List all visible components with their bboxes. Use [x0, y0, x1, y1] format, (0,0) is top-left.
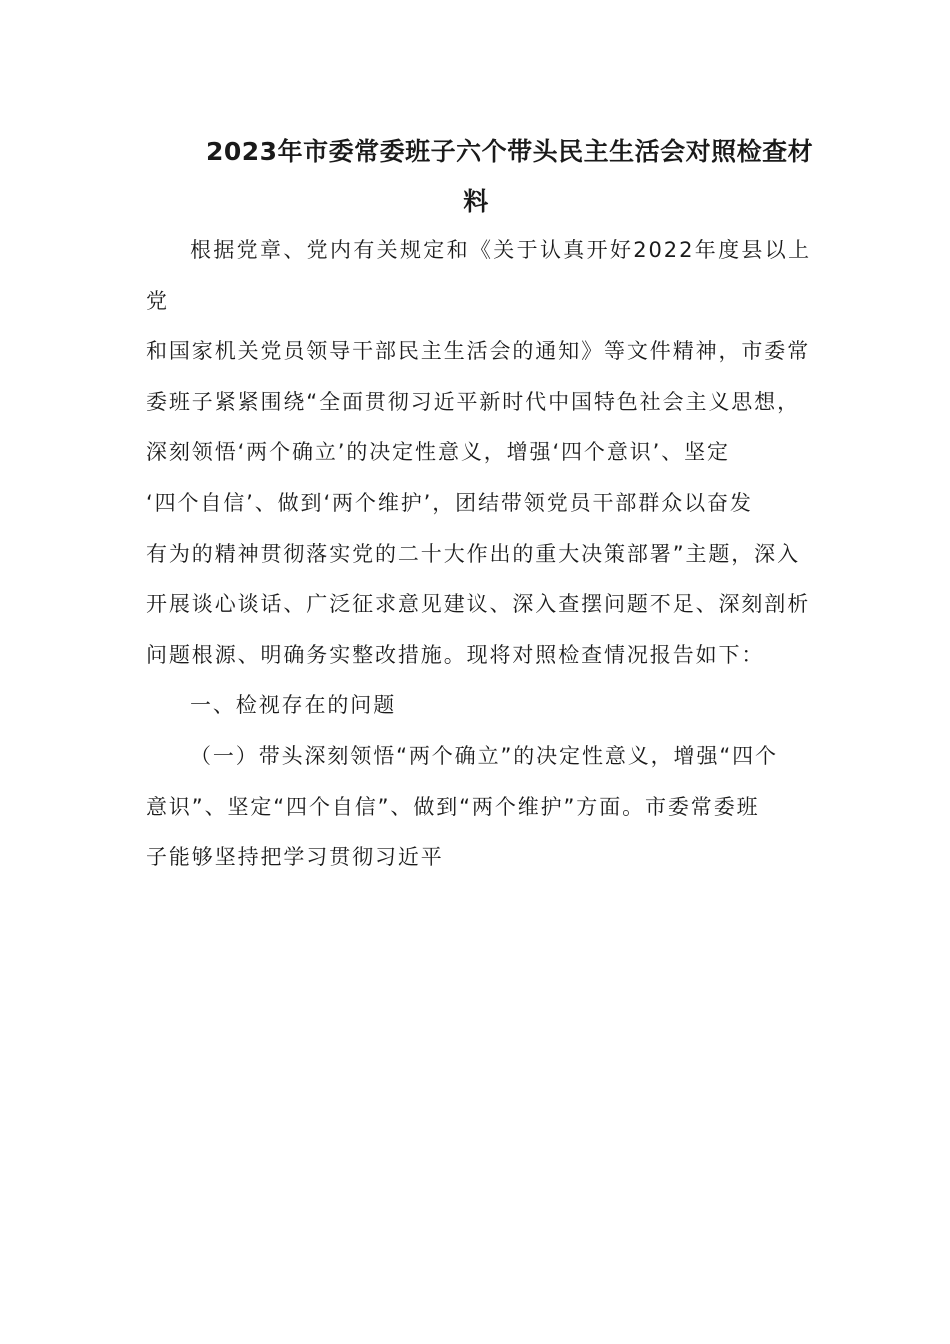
document-title	[146, 127, 814, 227]
title-line-1: 2023年市委常委班子六个带头民主生活会对照检查材	[206, 137, 814, 166]
subsection-1-line-2: 意识”、坚定“四个自信”、做到“两个维护”方面。市委常委班	[146, 794, 760, 819]
intro-line-3: 委班子紧紧围绕“全面贯彻习近平新时代中国特色社会主义思想，	[146, 389, 800, 414]
intro-line-5: ‘四个自信’、做到‘两个维护’，团结带领党员干部群众以奋发	[146, 490, 753, 515]
document-body	[146, 225, 811, 883]
intro-line-4: 深刻领悟‘两个确立’的决定性意义，增强‘四个意识’、坚定	[146, 440, 730, 465]
subsection-1-line-1: （一）带头深刻领悟“两个确立”的决定性意义，增强“四个	[190, 743, 778, 768]
subsection-1-line-3: 子能够坚持把学习贯彻习近平	[146, 845, 444, 870]
intro-line-1: 根据党章、党内有关规定和《关于认真开好2022年度县以上党	[146, 238, 811, 313]
title-line-2: 料	[463, 187, 489, 216]
intro-line-6: 有为的精神贯彻落实党的二十大作出的重大决策部署”主题，深入	[146, 541, 800, 566]
intro-line-8: 问题根源、明确务实整改措施。现将对照检查情况报告如下：	[146, 642, 765, 667]
section-heading-1: 一、检视存在的问题	[190, 693, 397, 718]
intro-line-2: 和国家机关党员领导干部民主生活会的通知》等文件精神，市委常	[146, 339, 811, 364]
intro-line-7: 开展谈心谈话、广泛征求意见建议、深入查摆问题不足、深刻剖析	[146, 592, 811, 617]
